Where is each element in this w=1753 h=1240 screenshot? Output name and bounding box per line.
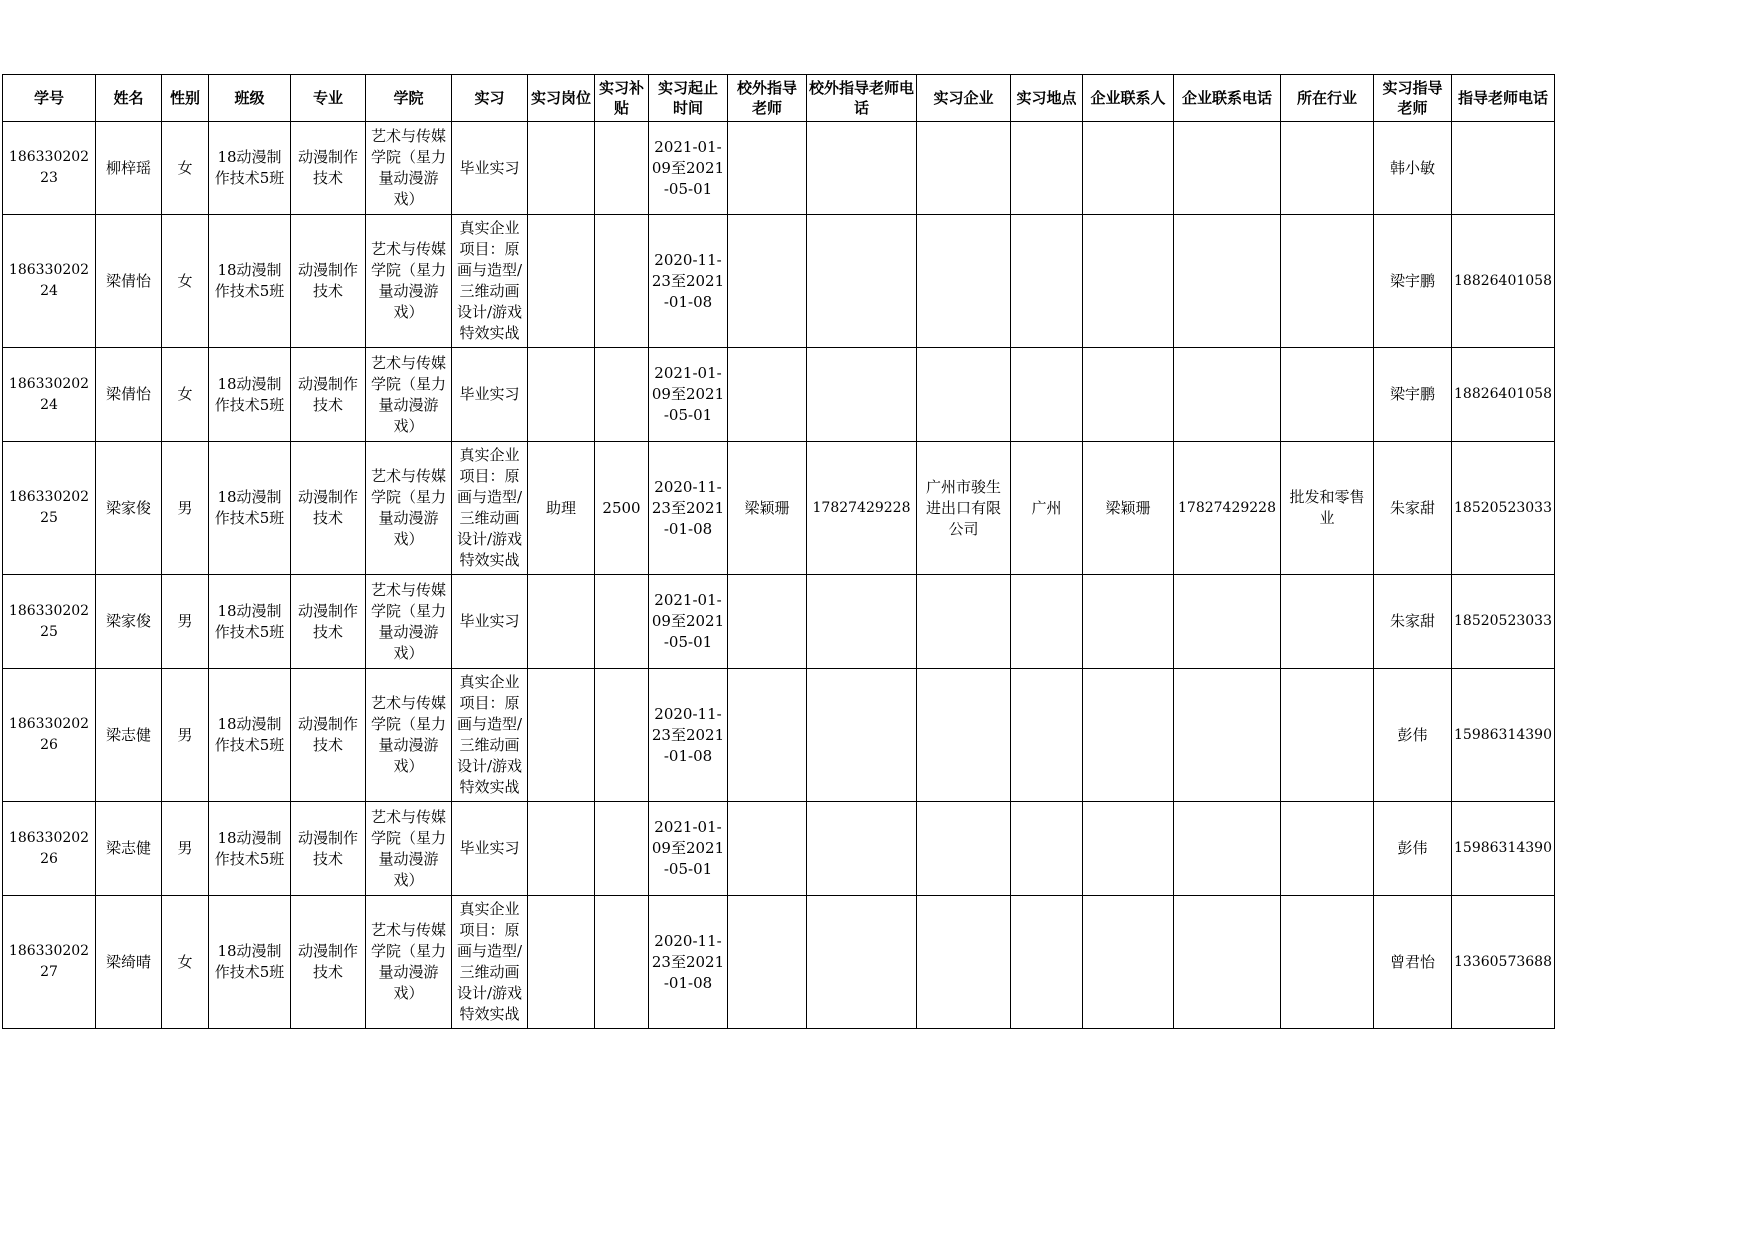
- table-row: [3, 802, 1555, 896]
- cell-supervisor-phone: [1452, 896, 1555, 1029]
- cell-gender: [162, 896, 209, 1029]
- cell-student-id: [3, 442, 96, 575]
- cell-location: [1011, 575, 1083, 669]
- cell-company-phone: [1174, 896, 1281, 1029]
- cell-student-id: [3, 348, 96, 442]
- cell-company: [917, 442, 1011, 575]
- col-header-major: 专业: [291, 75, 366, 122]
- table-row: [3, 575, 1555, 669]
- cell-industry: [1281, 896, 1374, 1029]
- cell-text: 2021-01-09至2021-05-01: [651, 137, 725, 198]
- col-header-external-mentor: 校外指导老师: [728, 75, 807, 122]
- cell-gender: [162, 442, 209, 575]
- cell-position: [528, 669, 595, 802]
- cell-text: 柳梓瑶: [105, 158, 151, 177]
- cell-gender: [162, 122, 209, 215]
- cell-subsidy: [595, 442, 649, 575]
- table-row: [3, 122, 1555, 215]
- cell-text: 18动漫制作技术5班: [214, 942, 285, 981]
- cell-gender: [162, 669, 209, 802]
- table-row: [3, 896, 1555, 1029]
- table-row: [3, 669, 1555, 802]
- cell-internship: [452, 802, 528, 896]
- cell-name: [96, 442, 162, 575]
- cell-text: 动漫制作技术: [297, 488, 358, 527]
- cell-text: 18633020225: [8, 602, 90, 640]
- cell-supervisor: [1374, 575, 1452, 669]
- cell-major: [291, 669, 366, 802]
- cell-text: 2020-11-23至2021-01-08: [651, 931, 725, 992]
- cell-external-mentor: [728, 122, 807, 215]
- cell-text: 15986314390: [1454, 726, 1552, 743]
- cell-text: 动漫制作技术: [297, 374, 358, 414]
- cell-text: 18633020226: [8, 716, 90, 753]
- cell-company-contact: [1083, 575, 1174, 669]
- cell-college: [366, 896, 452, 1029]
- cell-period: [649, 215, 728, 348]
- cell-period: [649, 896, 728, 1029]
- cell-text: 曾君怡: [1389, 952, 1435, 971]
- cell-internship: [452, 215, 528, 348]
- cell-company: [917, 896, 1011, 1029]
- cell-name: [96, 215, 162, 348]
- cell-company-phone: [1174, 215, 1281, 348]
- cell-text: 2020-11-23至2021-01-08: [651, 704, 725, 765]
- cell-position: [528, 896, 595, 1029]
- cell-subsidy: [595, 575, 649, 669]
- cell-name: [96, 348, 162, 442]
- cell-company-phone: [1174, 669, 1281, 802]
- cell-text: 动漫制作技术: [297, 942, 358, 981]
- cell-text: 2021-01-09至2021-05-01: [651, 364, 725, 424]
- cell-text: 18动漫制作技术5班: [214, 488, 285, 527]
- cell-company-contact: [1083, 669, 1174, 802]
- table-row: [3, 215, 1555, 348]
- cell-major: [291, 348, 366, 442]
- col-header-supervisor: 实习指导老师: [1374, 75, 1452, 122]
- cell-text: 13360573688: [1454, 953, 1552, 970]
- cell-company-contact: [1083, 215, 1174, 348]
- cell-text: 18826401058: [1454, 386, 1552, 402]
- cell-text: 毕业实习: [459, 385, 520, 403]
- cell-industry: [1281, 122, 1374, 215]
- cell-text: 梁宇鹏: [1389, 385, 1435, 403]
- cell-company-phone: [1174, 348, 1281, 442]
- cell-text: 18633020223: [8, 149, 90, 186]
- cell-college: [366, 802, 452, 896]
- cell-supervisor-phone: [1452, 575, 1555, 669]
- cell-gender: [162, 802, 209, 896]
- cell-text: 助理: [545, 498, 576, 517]
- cell-supervisor: [1374, 215, 1452, 348]
- cell-subsidy: [595, 348, 649, 442]
- cell-college: [366, 215, 452, 348]
- cell-text: 真实企业项目：原画与造型/三维动画设计/游戏特效实战: [456, 673, 523, 796]
- cell-class: [209, 215, 291, 348]
- cell-class: [209, 575, 291, 669]
- cell-external-mentor: [728, 575, 807, 669]
- cell-text: 朱家甜: [1389, 498, 1435, 517]
- cell-text: 艺术与传媒学院（星力量动漫游戏）: [370, 694, 446, 775]
- cell-internship: [452, 669, 528, 802]
- cell-internship: [452, 348, 528, 442]
- cell-text: 艺术与传媒学院（星力量动漫游戏）: [370, 580, 446, 662]
- cell-position: [528, 348, 595, 442]
- cell-subsidy: [595, 122, 649, 215]
- cell-gender: [162, 215, 209, 348]
- cell-student-id: [3, 122, 96, 215]
- cell-student-id: [3, 802, 96, 896]
- cell-supervisor-phone: [1452, 669, 1555, 802]
- cell-text: 18动漫制作技术5班: [214, 715, 285, 754]
- cell-text: 18动漫制作技术5班: [214, 261, 285, 300]
- col-header-name: 姓名: [96, 75, 162, 122]
- cell-text: 18826401058: [1454, 272, 1552, 289]
- table-row: [3, 348, 1555, 442]
- cell-class: [209, 348, 291, 442]
- cell-class: [209, 896, 291, 1029]
- cell-text: 2020-11-23至2021-01-08: [651, 477, 725, 538]
- cell-text: 动漫制作技术: [297, 601, 358, 641]
- cell-text: 艺术与传媒学院（星力量动漫游戏）: [370, 467, 446, 548]
- cell-text: 18动漫制作技术5班: [214, 828, 285, 868]
- cell-text: 18633020225: [8, 489, 90, 526]
- cell-text: 2500: [602, 498, 641, 517]
- cell-text: 梁宇鹏: [1389, 271, 1435, 290]
- cell-text: 2021-01-09至2021-05-01: [651, 818, 725, 878]
- cell-text: 18633020224: [8, 262, 90, 299]
- col-header-period: 实习起止时间: [649, 75, 728, 122]
- cell-text: 15986314390: [1454, 840, 1552, 856]
- col-header-location: 实习地点: [1011, 75, 1083, 122]
- cell-college: [366, 122, 452, 215]
- cell-period: [649, 802, 728, 896]
- col-header-internship: 实习: [452, 75, 528, 122]
- cell-text: 彭伟: [1397, 839, 1428, 857]
- cell-external-mentor: [728, 802, 807, 896]
- cell-text: 梁倩怡: [105, 271, 151, 290]
- cell-class: [209, 122, 291, 215]
- cell-text: 18520523033: [1454, 613, 1552, 629]
- col-header-gender: 性别: [162, 75, 209, 122]
- cell-major: [291, 896, 366, 1029]
- cell-external-mentor: [728, 669, 807, 802]
- cell-major: [291, 122, 366, 215]
- cell-location: [1011, 802, 1083, 896]
- col-header-supervisor-phone: 指导老师电话: [1452, 75, 1555, 122]
- cell-position: [528, 122, 595, 215]
- cell-class: [209, 442, 291, 575]
- col-header-position: 实习岗位: [528, 75, 595, 122]
- cell-external-mentor: [728, 896, 807, 1029]
- cell-text: 18动漫制作技术5班: [214, 148, 285, 187]
- col-header-company-phone: 企业联系电话: [1174, 75, 1281, 122]
- cell-text: 18动漫制作技术5班: [214, 374, 285, 414]
- cell-position: [528, 442, 595, 575]
- header-row: [3, 75, 1555, 122]
- cell-text: 梁志健: [105, 725, 151, 744]
- cell-internship: [452, 442, 528, 575]
- cell-text: 艺术与传媒学院（星力量动漫游戏）: [370, 240, 446, 321]
- col-header-industry: 所在行业: [1281, 75, 1374, 122]
- cell-period: [649, 442, 728, 575]
- cell-text: 男: [177, 498, 193, 517]
- cell-position: [528, 575, 595, 669]
- cell-name: [96, 802, 162, 896]
- cell-supervisor: [1374, 442, 1452, 575]
- cell-text: 18动漫制作技术5班: [214, 601, 285, 641]
- cell-text: 梁颖珊: [744, 498, 790, 517]
- cell-text: 艺术与传媒学院（星力量动漫游戏）: [370, 807, 446, 889]
- cell-internship: [452, 575, 528, 669]
- cell-industry: [1281, 215, 1374, 348]
- cell-college: [366, 348, 452, 442]
- cell-text: 梁绮晴: [105, 952, 151, 971]
- cell-text: 梁颖珊: [1105, 498, 1151, 517]
- cell-subsidy: [595, 669, 649, 802]
- cell-text: 梁家俊: [105, 498, 151, 517]
- cell-supervisor: [1374, 348, 1452, 442]
- cell-text: 朱家甜: [1389, 612, 1435, 630]
- cell-text: 动漫制作技术: [297, 828, 358, 868]
- cell-location: [1011, 896, 1083, 1029]
- cell-major: [291, 442, 366, 575]
- cell-period: [649, 348, 728, 442]
- cell-name: [96, 669, 162, 802]
- cell-supervisor-phone: [1452, 442, 1555, 575]
- cell-supervisor: [1374, 802, 1452, 896]
- cell-external-mentor-phone: [807, 348, 917, 442]
- cell-location: [1011, 442, 1083, 575]
- cell-student-id: [3, 896, 96, 1029]
- cell-student-id: [3, 669, 96, 802]
- cell-text: 女: [177, 952, 193, 971]
- cell-college: [366, 575, 452, 669]
- col-header-external-mentor-phone: 校外指导老师电话: [807, 75, 917, 122]
- cell-text: 广州: [1031, 498, 1062, 517]
- cell-period: [649, 575, 728, 669]
- cell-company-phone: [1174, 442, 1281, 575]
- cell-college: [366, 442, 452, 575]
- cell-text: 批发和零售业: [1289, 488, 1365, 527]
- cell-name: [96, 896, 162, 1029]
- cell-text: 梁志健: [105, 839, 151, 857]
- cell-text: 男: [177, 725, 193, 744]
- cell-external-mentor-phone: [807, 802, 917, 896]
- cell-period: [649, 122, 728, 215]
- cell-text: 毕业实习: [459, 158, 520, 177]
- col-header-student-id: 学号: [3, 75, 96, 122]
- cell-supervisor: [1374, 896, 1452, 1029]
- cell-name: [96, 122, 162, 215]
- cell-subsidy: [595, 802, 649, 896]
- cell-text: 动漫制作技术: [297, 261, 358, 300]
- cell-text: 广州市骏生进出口有限公司: [925, 477, 1001, 538]
- cell-supervisor: [1374, 122, 1452, 215]
- internship-table: [2, 74, 1555, 1029]
- cell-text: 17827429228: [1178, 499, 1276, 516]
- cell-student-id: [3, 575, 96, 669]
- cell-text: 18633020224: [8, 375, 90, 413]
- cell-company-phone: [1174, 575, 1281, 669]
- cell-text: 17827429228: [812, 499, 911, 516]
- cell-external-mentor: [728, 215, 807, 348]
- cell-text: 韩小敏: [1389, 158, 1435, 177]
- cell-location: [1011, 348, 1083, 442]
- cell-supervisor-phone: [1452, 122, 1555, 215]
- cell-industry: [1281, 575, 1374, 669]
- cell-major: [291, 575, 366, 669]
- cell-industry: [1281, 802, 1374, 896]
- cell-text: 动漫制作技术: [297, 148, 358, 187]
- cell-text: 彭伟: [1397, 725, 1428, 744]
- cell-position: [528, 215, 595, 348]
- cell-company-contact: [1083, 896, 1174, 1029]
- cell-external-mentor: [728, 442, 807, 575]
- cell-text: 男: [177, 839, 193, 857]
- cell-text: 2020-11-23至2021-01-08: [651, 250, 725, 311]
- cell-supervisor-phone: [1452, 348, 1555, 442]
- cell-external-mentor: [728, 348, 807, 442]
- cell-company: [917, 122, 1011, 215]
- cell-text: 18633020226: [8, 829, 90, 867]
- cell-internship: [452, 122, 528, 215]
- cell-class: [209, 802, 291, 896]
- cell-text: 梁家俊: [105, 612, 151, 630]
- cell-major: [291, 215, 366, 348]
- cell-company-phone: [1174, 802, 1281, 896]
- cell-major: [291, 802, 366, 896]
- cell-location: [1011, 215, 1083, 348]
- cell-company: [917, 669, 1011, 802]
- col-header-company: 实习企业: [917, 75, 1011, 122]
- cell-text: 女: [177, 158, 193, 177]
- cell-text: 2021-01-09至2021-05-01: [651, 591, 725, 651]
- cell-company: [917, 215, 1011, 348]
- cell-company-contact: [1083, 122, 1174, 215]
- cell-text: 毕业实习: [459, 839, 520, 857]
- cell-subsidy: [595, 215, 649, 348]
- col-header-subsidy: 实习补贴: [595, 75, 649, 122]
- cell-location: [1011, 122, 1083, 215]
- cell-company-contact: [1083, 442, 1174, 575]
- cell-position: [528, 802, 595, 896]
- cell-college: [366, 669, 452, 802]
- cell-external-mentor-phone: [807, 575, 917, 669]
- cell-text: 男: [177, 612, 193, 630]
- cell-class: [209, 669, 291, 802]
- cell-supervisor-phone: [1452, 215, 1555, 348]
- cell-text: 动漫制作技术: [297, 715, 358, 754]
- cell-external-mentor-phone: [807, 442, 917, 575]
- cell-industry: [1281, 669, 1374, 802]
- cell-external-mentor-phone: [807, 669, 917, 802]
- cell-external-mentor-phone: [807, 215, 917, 348]
- cell-company: [917, 348, 1011, 442]
- col-header-company-contact: 企业联系人: [1083, 75, 1174, 122]
- cell-supervisor-phone: [1452, 802, 1555, 896]
- cell-text: 梁倩怡: [105, 385, 151, 403]
- cell-text: 18633020227: [8, 943, 90, 980]
- cell-company-contact: [1083, 802, 1174, 896]
- cell-company-phone: [1174, 122, 1281, 215]
- cell-text: 18520523033: [1454, 499, 1552, 516]
- cell-text: 真实企业项目：原画与造型/三维动画设计/游戏特效实战: [456, 900, 523, 1023]
- cell-text: 艺术与传媒学院（星力量动漫游戏）: [370, 921, 446, 1002]
- cell-supervisor: [1374, 669, 1452, 802]
- cell-location: [1011, 669, 1083, 802]
- cell-external-mentor-phone: [807, 896, 917, 1029]
- cell-company-contact: [1083, 348, 1174, 442]
- cell-text: 女: [177, 385, 193, 403]
- cell-text: 艺术与传媒学院（星力量动漫游戏）: [370, 353, 446, 435]
- cell-text: 艺术与传媒学院（星力量动漫游戏）: [370, 127, 446, 208]
- cell-text: 女: [177, 271, 193, 290]
- cell-company: [917, 802, 1011, 896]
- cell-text: 真实企业项目：原画与造型/三维动画设计/游戏特效实战: [456, 446, 523, 569]
- table-row: [3, 442, 1555, 575]
- cell-student-id: [3, 215, 96, 348]
- cell-text: 真实企业项目：原画与造型/三维动画设计/游戏特效实战: [456, 219, 523, 342]
- cell-industry: [1281, 348, 1374, 442]
- cell-industry: [1281, 442, 1374, 575]
- cell-company: [917, 575, 1011, 669]
- cell-gender: [162, 575, 209, 669]
- cell-gender: [162, 348, 209, 442]
- col-header-class: 班级: [209, 75, 291, 122]
- cell-text: 毕业实习: [459, 612, 520, 630]
- cell-name: [96, 575, 162, 669]
- cell-internship: [452, 896, 528, 1029]
- cell-subsidy: [595, 896, 649, 1029]
- cell-period: [649, 669, 728, 802]
- cell-external-mentor-phone: [807, 122, 917, 215]
- col-header-college: 学院: [366, 75, 452, 122]
